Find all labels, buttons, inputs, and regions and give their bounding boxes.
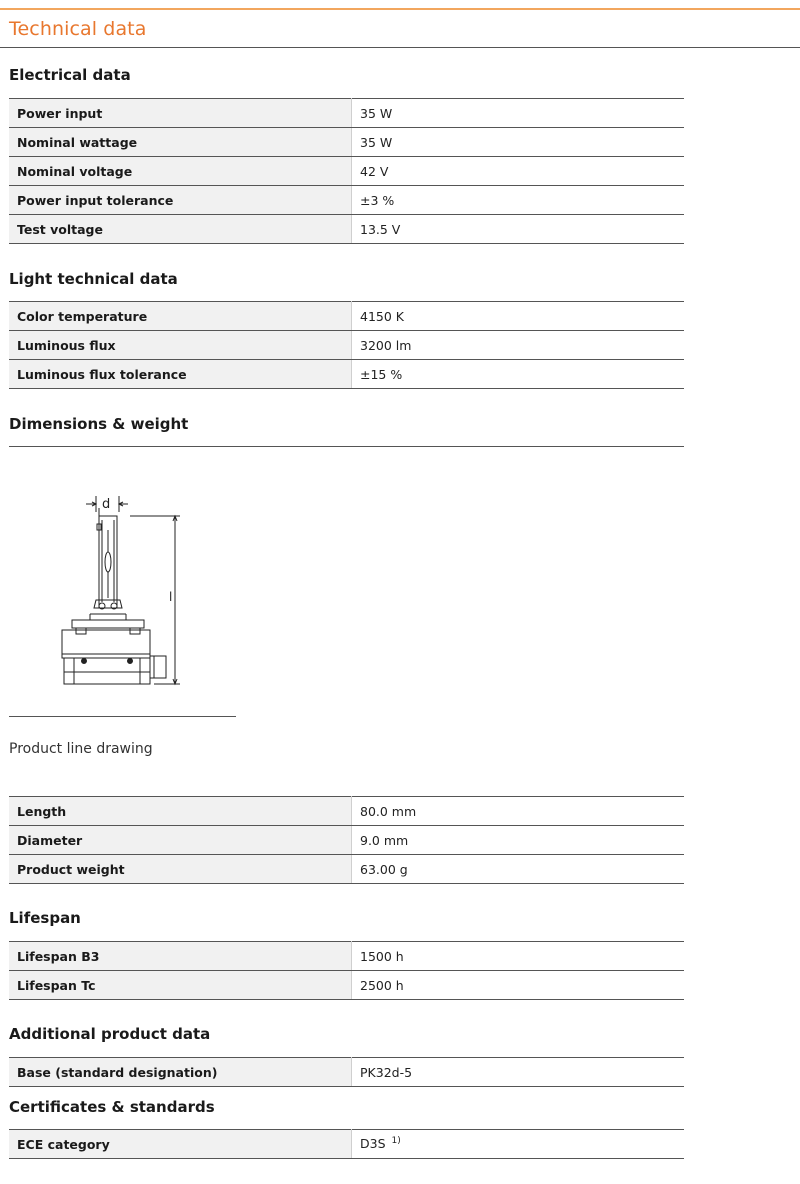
- row-label: Nominal wattage: [9, 128, 352, 157]
- row-value: 2500 h: [352, 971, 685, 1000]
- electrical-table: [9, 98, 684, 244]
- certificates-table: [9, 1129, 684, 1159]
- dimensions-divider: [9, 446, 684, 447]
- light-table: [9, 301, 684, 389]
- table-row: [9, 302, 684, 331]
- additional-table: [9, 1057, 684, 1087]
- row-label: Color temperature: [9, 302, 352, 331]
- row-label: Lifespan Tc: [9, 971, 352, 1000]
- drawing-divider: [9, 716, 236, 717]
- lifespan-heading: Lifespan: [9, 909, 81, 927]
- certificates-heading: Certificates & standards: [9, 1098, 215, 1116]
- table-row: [9, 826, 684, 855]
- dimensions-heading: Dimensions & weight: [9, 415, 189, 433]
- light-heading: Light technical data: [9, 270, 178, 288]
- drawing-caption: Product line drawing: [9, 741, 153, 757]
- row-value: 35 W: [352, 99, 685, 128]
- row-value: 80.0 mm: [352, 797, 685, 826]
- row-value: 63.00 g: [352, 855, 685, 884]
- row-label: Nominal voltage: [9, 157, 352, 186]
- table-row: [9, 186, 684, 215]
- row-label: Diameter: [9, 826, 352, 855]
- page-title: Technical data: [9, 18, 147, 40]
- table-row: [9, 360, 684, 389]
- row-label: Length: [9, 797, 352, 826]
- table-row: [9, 331, 684, 360]
- table-row: [9, 855, 684, 884]
- row-value: ±15 %: [352, 360, 685, 389]
- table-row: [9, 942, 684, 971]
- table-row: [9, 128, 684, 157]
- row-value: 35 W: [352, 128, 685, 157]
- table-row: [9, 1130, 684, 1159]
- row-label: Test voltage: [9, 215, 352, 244]
- row-value: 1500 h: [352, 942, 685, 971]
- row-value: 13.5 V: [352, 215, 685, 244]
- row-label: Power input tolerance: [9, 186, 352, 215]
- table-row: [9, 157, 684, 186]
- lifespan-table: [9, 941, 684, 1000]
- length-label: l: [169, 590, 173, 604]
- diameter-label: d: [102, 497, 111, 512]
- table-row: [9, 797, 684, 826]
- row-value: [352, 1130, 685, 1159]
- footnote-marker: 1): [391, 1136, 401, 1147]
- row-value-text: D3S: [360, 1136, 386, 1152]
- table-row: [9, 971, 684, 1000]
- row-value: ±3 %: [352, 186, 685, 215]
- row-value: 4150 K: [352, 302, 685, 331]
- row-value: PK32d-5: [352, 1058, 685, 1087]
- top-accent-rule: [0, 8, 800, 10]
- row-label: Luminous flux tolerance: [9, 360, 352, 389]
- row-label: Luminous flux: [9, 331, 352, 360]
- row-label: Power input: [9, 99, 352, 128]
- electrical-heading: Electrical data: [9, 66, 131, 84]
- additional-heading: Additional product data: [9, 1025, 211, 1043]
- table-row: [9, 99, 684, 128]
- row-value: 42 V: [352, 157, 685, 186]
- dimensions-table: [9, 796, 684, 884]
- row-value: 9.0 mm: [352, 826, 685, 855]
- product-line-drawing: [50, 490, 210, 690]
- row-label: Lifespan B3: [9, 942, 352, 971]
- table-row: [9, 1058, 684, 1087]
- row-label: Product weight: [9, 855, 352, 884]
- row-label: Base (standard designation): [9, 1058, 352, 1087]
- table-row: [9, 215, 684, 244]
- row-value: 3200 lm: [352, 331, 685, 360]
- row-label: ECE category: [9, 1130, 352, 1159]
- title-divider: [0, 47, 800, 48]
